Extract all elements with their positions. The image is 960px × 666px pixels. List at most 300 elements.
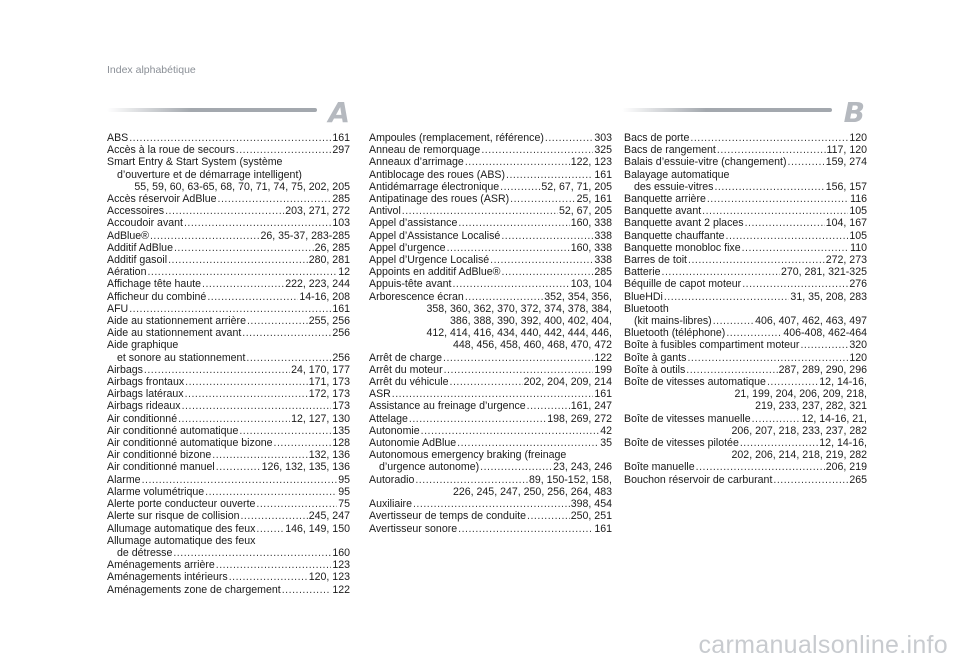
entry-pages: 120 (849, 132, 867, 144)
entry-pages: 173 (332, 400, 350, 413)
index-entry (624, 156, 867, 168)
index-entry (624, 181, 867, 193)
dot-leader (713, 315, 754, 327)
entry-pages: 270, 281, 321-325 (780, 266, 867, 279)
page-header: Index alphabétique (107, 64, 196, 76)
entry-term: Assistance au freinage d’urgence (369, 400, 526, 413)
entry-pages: 26, 35-37, 283-285 (260, 229, 350, 242)
index-entry (369, 425, 612, 437)
entry-term: Attelage (369, 412, 408, 425)
dot-leader (202, 278, 284, 290)
index-entry (107, 303, 350, 315)
dot-leader (409, 413, 546, 425)
entry-term: Anneau de remorquage (369, 144, 481, 157)
index-entry (369, 364, 612, 376)
index-entry (107, 584, 350, 596)
section-a-heading (107, 96, 350, 129)
entry-term: Aide au stationnement avant (107, 327, 242, 340)
entry-term: Air conditionné automatique (107, 424, 239, 437)
entry-pages: 35 (600, 437, 612, 450)
index-entry (624, 437, 867, 461)
index-entry (369, 523, 612, 535)
dot-leader (256, 498, 337, 510)
entry-term: Arrêt du véhicule (369, 376, 449, 389)
index-entry (107, 364, 350, 376)
entry-pages: 297 (332, 144, 350, 157)
index-entry (369, 156, 612, 168)
entry-pages: 14-16, 208 (299, 290, 350, 303)
index-entry (369, 449, 612, 461)
entry-pages: 250, 251 (570, 510, 612, 523)
entry-pages: 272, 273 (825, 254, 867, 267)
entry-term: Autonomous emergency braking (freinage (369, 449, 567, 462)
entry-pages: 31, 35, 208, 283 (790, 290, 867, 303)
dot-leader (490, 254, 593, 266)
index-entry (624, 144, 867, 156)
index-entry (369, 437, 612, 449)
entry-term: Additif AdBlue (107, 241, 173, 254)
index-entry (107, 132, 350, 144)
entry-term: Ampoules (remplacement, référence) (369, 132, 544, 144)
index-entry (369, 144, 612, 156)
entry-term: Aménagements intérieurs (107, 571, 228, 584)
index-entry (107, 400, 350, 412)
dot-leader (501, 230, 593, 242)
entry-term: Arborescence écran (369, 290, 464, 303)
entry-pages: 338 (594, 254, 612, 267)
entry-term: des essuie-vitres (634, 180, 714, 193)
index-entry (107, 254, 350, 266)
dot-leader (240, 510, 307, 522)
entry-term: Balais d’essuie-vitre (changement) (624, 156, 787, 169)
entry-term: Airbags (107, 363, 143, 376)
entry-pages: 116 (850, 193, 867, 206)
entry-term: Accès réservoir AdBlue (107, 193, 217, 206)
entry-pages: 24, 170, 177 (291, 363, 350, 376)
index-entry (369, 510, 612, 522)
dot-leader (282, 584, 332, 596)
index-entry (624, 327, 867, 339)
dot-leader (150, 230, 260, 242)
dot-leader (168, 254, 308, 266)
entry-pages: 203, 271, 272 (285, 205, 350, 218)
index-entry (107, 144, 350, 156)
dot-leader (147, 266, 337, 278)
index-entry (624, 352, 867, 364)
entry-pages: 95 (338, 473, 350, 486)
dot-leader (450, 376, 523, 388)
entry-pages-continued: 358, 360, 362, 370, 372, 374, 378, 384, (426, 302, 612, 315)
dot-leader (457, 437, 599, 449)
entry-term: Batterie (624, 266, 661, 279)
entry-pages: 105 (849, 229, 867, 242)
index-entry (369, 242, 612, 254)
index-entry (369, 498, 612, 510)
entry-term: Auxiliaire (369, 498, 412, 511)
entry-term: Accès à la roue de secours (107, 144, 235, 157)
entry-pages: 245, 247 (308, 510, 350, 523)
index-column-1 (107, 132, 350, 596)
entry-pages: 320 (849, 339, 867, 352)
index-entry (369, 266, 612, 278)
dot-leader (447, 242, 570, 254)
entry-pages: 12, 127, 130 (291, 412, 350, 425)
entry-term: et sonore au stationnement (117, 351, 246, 364)
dot-leader (687, 352, 848, 364)
section-rule (107, 108, 317, 112)
entry-pages: 338 (594, 229, 612, 242)
entry-term: Balayage automatique (624, 168, 730, 181)
entry-term: Aide au stationnement arrière (107, 315, 246, 328)
entry-term: Autonomie AdBlue (369, 437, 457, 450)
entry-pages: 198, 269, 272 (547, 412, 612, 425)
entry-pages: 303 (594, 132, 612, 144)
entry-pages: 222, 223, 244 (285, 278, 350, 291)
index-entry (107, 510, 350, 522)
entry-pages: 160, 338 (570, 241, 612, 254)
entry-term: Afficheur du combiné (107, 290, 207, 303)
dot-leader (800, 339, 848, 351)
index-entry (624, 291, 867, 303)
dot-leader (216, 559, 332, 571)
entry-term: Bluetooth (téléphone) (624, 327, 726, 340)
index-entry (107, 205, 350, 217)
entry-term: (kit mains-libres) (634, 315, 712, 328)
index-entry (624, 461, 867, 473)
entry-pages: 26, 285 (314, 241, 350, 254)
index-entry (624, 254, 867, 266)
entry-term: Boîte à gants (624, 351, 687, 364)
index-entry (107, 535, 350, 547)
dot-leader (212, 449, 308, 461)
entry-pages: 287, 289, 290, 296 (778, 363, 867, 376)
dot-leader (714, 181, 824, 193)
entry-term: Appuis-tête avant (369, 278, 452, 291)
index-entry (107, 388, 350, 400)
entry-term: Airbags latéraux (107, 388, 184, 401)
index-entry (107, 474, 350, 486)
index-entry (624, 266, 867, 278)
entry-pages: 12 (338, 266, 350, 279)
entry-term: BlueHDi (624, 290, 663, 303)
dot-leader (510, 193, 575, 205)
entry-term: AdBlue® (107, 229, 149, 242)
dot-leader (458, 217, 569, 229)
index-entry (107, 339, 350, 351)
entry-pages: 159, 274 (825, 156, 867, 169)
index-entry (624, 315, 867, 327)
entry-pages: 161 (594, 168, 612, 181)
entry-term: Accoudoir avant (107, 217, 183, 230)
entry-pages: 126, 132, 135, 136 (261, 461, 350, 474)
index-entry (624, 230, 867, 242)
entry-pages: 122 (332, 583, 350, 596)
entry-pages: 95 (338, 485, 350, 498)
entry-pages-continued: 55, 59, 60, 63-65, 68, 70, 71, 74, 75, 202, 205 (134, 180, 350, 193)
entry-term: Alarme volumétrique (107, 485, 205, 498)
entry-pages: 352, 354, 356, (544, 290, 612, 303)
index-entry (624, 242, 867, 254)
dot-leader (443, 352, 593, 364)
entry-term: ASR (369, 388, 391, 401)
entry-pages: 161 (332, 132, 350, 144)
dot-leader (740, 437, 818, 449)
entry-term: Appel d’Urgence Localisé (369, 254, 490, 267)
section-letter-b: B (843, 96, 865, 129)
entry-pages: 52, 67, 205 (558, 205, 612, 218)
entry-term: Smart Entry & Start System (système (107, 156, 283, 169)
dot-leader (726, 327, 782, 339)
dot-leader (392, 388, 594, 400)
entry-pages-continued: 412, 414, 416, 434, 440, 442, 444, 446, (426, 327, 612, 340)
dot-leader (664, 291, 790, 303)
dot-leader (174, 242, 314, 254)
entry-pages: 12, 14-16, (819, 437, 867, 450)
entry-term: Airbags rideaux (107, 400, 181, 413)
dot-leader (229, 571, 308, 583)
entry-pages-continued: 21, 199, 204, 206, 209, 218, (734, 388, 867, 401)
entry-pages-continued: 226, 245, 247, 250, 256, 264, 483 (452, 485, 612, 498)
entry-pages: 256 (332, 351, 350, 364)
index-entry (107, 291, 350, 303)
entry-pages: 52, 67, 71, 205 (541, 180, 612, 193)
dot-leader (173, 547, 331, 559)
dot-leader (185, 388, 308, 400)
dot-leader (767, 376, 818, 388)
dot-leader (690, 132, 848, 144)
entry-pages: 42 (600, 424, 612, 437)
dot-leader (415, 474, 528, 486)
index-entry (107, 169, 350, 193)
index-entry (107, 315, 350, 327)
entry-term: Boîte manuelle (624, 461, 695, 474)
index-entry (369, 352, 612, 364)
entry-term: Bluetooth (624, 302, 669, 315)
dot-leader (165, 205, 284, 217)
entry-pages: 132, 136 (308, 449, 350, 462)
dot-leader (481, 144, 593, 156)
entry-pages: 103 (332, 217, 350, 230)
entry-term: Boîte à fusibles compartiment moteur (624, 339, 800, 352)
index-entry (369, 193, 612, 205)
entry-term: Avertisseur sonore (369, 522, 458, 535)
index-entry (369, 169, 612, 181)
entry-pages: 128 (332, 437, 350, 450)
index-entry (107, 278, 350, 290)
dot-leader (178, 413, 290, 425)
entry-pages: 23, 243, 246 (553, 461, 612, 474)
entry-term: Accessoires (107, 205, 165, 218)
entry-term: Affichage tête haute (107, 278, 202, 291)
entry-term: Allumage automatique des feux (107, 522, 256, 535)
entry-pages: 105 (849, 205, 867, 218)
entry-term: Additif gasoil (107, 254, 168, 267)
dot-leader (182, 400, 332, 412)
entry-pages: 256 (332, 327, 350, 340)
index-entry (369, 376, 612, 388)
dot-leader (696, 461, 825, 473)
dot-leader (256, 523, 284, 535)
dot-leader (129, 132, 331, 144)
entry-term: Appel d’assistance (369, 217, 458, 230)
index-entry (107, 425, 350, 437)
index-entry (624, 205, 867, 217)
entry-pages: 123 (332, 559, 350, 572)
index-entry (107, 547, 350, 559)
entry-pages: 110 (850, 241, 867, 254)
entry-term: Anneaux d’arrimage (369, 156, 464, 169)
entry-pages: 161, 247 (570, 400, 612, 413)
index-entry (107, 376, 350, 388)
dot-leader (688, 254, 825, 266)
section-b-heading (622, 96, 865, 129)
index-entry (369, 254, 612, 266)
dot-leader (702, 205, 848, 217)
entry-pages: 75 (338, 498, 350, 511)
entry-pages: 276 (849, 278, 867, 291)
index-entry (107, 242, 350, 254)
entry-term: Banquette arrière (624, 193, 706, 206)
dot-leader (527, 400, 570, 412)
entry-term: AFU (107, 302, 129, 315)
entry-pages: 89, 150-152, 158, (528, 473, 612, 486)
index-entry (107, 437, 350, 449)
index-entry (107, 217, 350, 229)
index-entry (624, 278, 867, 290)
watermark: carmanualsonline.info (698, 631, 948, 659)
section-letter-a: A (328, 96, 350, 129)
index-entry (107, 571, 350, 583)
dot-leader (662, 266, 780, 278)
index-entry (107, 486, 350, 498)
entry-term: Appel d’Assistance Localisé (369, 229, 501, 242)
entry-pages: 280, 281 (308, 254, 350, 267)
index-entry (369, 217, 612, 229)
dot-leader (707, 193, 849, 205)
dot-leader (465, 291, 543, 303)
entry-pages: 25, 161 (576, 193, 612, 206)
entry-pages: 199 (594, 363, 612, 376)
entry-term: Boîte de vitesses manuelle (624, 412, 751, 425)
entry-term: Allumage automatique des feux (107, 534, 256, 547)
dot-leader (745, 217, 825, 229)
entry-term: Boîte de vitesses pilotée (624, 437, 739, 450)
entry-pages-continued: 448, 456, 458, 460, 468, 470, 472 (452, 339, 612, 352)
entry-pages-continued: 386, 388, 390, 392, 400, 402, 404, (450, 315, 612, 328)
index-entry (369, 230, 612, 242)
index-entry (107, 413, 350, 425)
index-entry (624, 376, 867, 413)
dot-leader (465, 156, 570, 168)
entry-pages: 160, 338 (570, 217, 612, 230)
entry-term: Air conditionné manuel (107, 461, 215, 474)
dot-leader (444, 364, 594, 376)
index-entry (107, 230, 350, 242)
dot-leader (236, 144, 332, 156)
entry-term: Boîte à outils (624, 363, 686, 376)
entry-pages: 161 (594, 522, 612, 535)
index-entry (624, 169, 867, 181)
dot-leader (246, 352, 331, 364)
dot-leader (458, 523, 593, 535)
dot-leader (545, 132, 593, 144)
entry-term: Bacs de porte (624, 132, 690, 144)
entry-term: Barres de toit (624, 254, 688, 267)
entry-pages: 398, 454 (570, 498, 612, 511)
entry-pages: 172, 173 (308, 388, 350, 401)
entry-term: d’urgence autonome) (379, 461, 480, 474)
entry-pages: 120 (849, 351, 867, 364)
dot-leader (402, 205, 558, 217)
entry-term: Aménagements arrière (107, 559, 215, 572)
index-entry (369, 278, 612, 290)
entry-pages: 171, 173 (308, 376, 350, 389)
entry-pages: 135 (332, 424, 350, 437)
entry-pages: 265 (849, 473, 867, 486)
dot-leader (717, 144, 826, 156)
entry-term: Arrêt du moteur (369, 363, 443, 376)
entry-pages-continued: 202, 206, 214, 218, 219, 282 (731, 449, 867, 462)
entry-term: Aménagements zone de chargement (107, 583, 281, 596)
entry-pages: 161 (594, 388, 612, 401)
entry-term: Banquette monobloc fixe (624, 241, 741, 254)
entry-term: ABS (107, 132, 129, 144)
entry-pages: 103, 104 (570, 278, 612, 291)
dot-leader (480, 461, 552, 473)
entry-term: Air conditionné bizone (107, 449, 212, 462)
section-rule (622, 108, 832, 112)
entry-term: Bouchon réservoir de carburant (624, 473, 773, 486)
index-entry (624, 364, 867, 376)
index-entry (624, 413, 867, 437)
entry-term: d’ouverture et de démarrage intelligent) (117, 168, 302, 181)
dot-leader (185, 376, 308, 388)
entry-pages: 161 (332, 302, 350, 315)
entry-pages: 406-408, 462-464 (783, 327, 867, 340)
dot-leader (247, 315, 308, 327)
index-entry (624, 193, 867, 205)
index-entry (369, 132, 612, 144)
entry-term: Air conditionné (107, 412, 178, 425)
entry-term: Antidémarrage électronique (369, 180, 500, 193)
entry-pages: 156, 157 (825, 180, 867, 193)
entry-pages: 202, 204, 209, 214 (523, 376, 612, 389)
entry-term: Bacs de rangement (624, 144, 716, 157)
entry-pages: 206, 219 (825, 461, 867, 474)
dot-leader (129, 303, 331, 315)
dot-leader (239, 425, 331, 437)
index-entry (369, 205, 612, 217)
entry-term: Boîte de vitesses automatique (624, 376, 766, 389)
index-entry (624, 339, 867, 351)
index-entry (107, 266, 350, 278)
entry-term: Arrêt de charge (369, 351, 443, 364)
dot-leader (142, 474, 338, 486)
dot-leader (686, 364, 777, 376)
dot-leader (788, 156, 825, 168)
dot-leader (726, 230, 849, 242)
index-entry (369, 413, 612, 425)
entry-term: Alerte sur risque de collision (107, 510, 240, 523)
entry-term: de détresse (117, 546, 173, 559)
index-entry (107, 193, 350, 205)
dot-leader (205, 486, 337, 498)
dot-leader (500, 181, 540, 193)
entry-pages: 122, 123 (570, 156, 612, 169)
entry-term: Air conditionné automatique bizone (107, 437, 273, 450)
dot-leader (218, 193, 332, 205)
entry-term: Banquette avant (624, 205, 702, 218)
